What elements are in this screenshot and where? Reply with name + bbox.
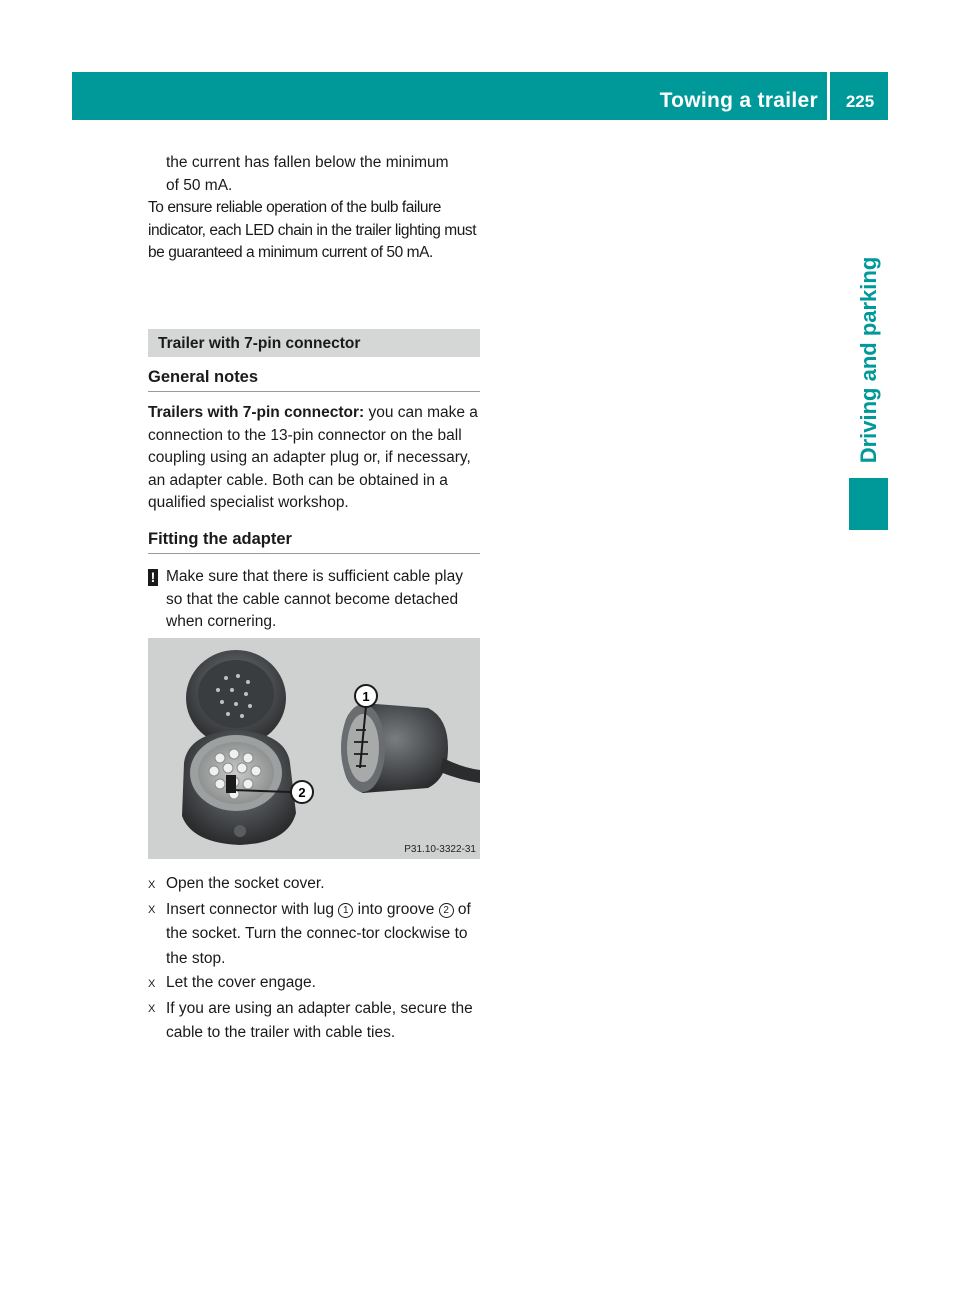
general-notes-paragraph xyxy=(148,402,481,515)
step-1-text: Open the socket cover. xyxy=(166,875,325,892)
callout-ref-1: 1 xyxy=(338,903,353,918)
step-4-text: If you are using an adapter cable, secure the cable to the trailer with cable ties. xyxy=(166,999,473,1041)
step-2-text-b: into groove xyxy=(353,900,439,918)
general-notes-text: you can make a connection to the 13-pin connector on the ball coupling using an adapter plug or, if necessary, an adapter cable. Both can be obtained in a qualified specialist workshop. xyxy=(148,404,478,511)
general-notes-lead: Trailers with 7-pin connector: xyxy=(148,404,365,421)
side-tab-marker xyxy=(849,478,888,530)
side-tab-label: Driving and parking xyxy=(856,256,881,464)
callout-ref-2: 2 xyxy=(439,903,454,918)
step-3-text: Let the cover engage. xyxy=(166,974,316,991)
intro-paragraph: To ensure reliable operation of the bulb failure indicator, each LED chain in the trailer lighting must be guaranteed a minimum current of 50 mA. xyxy=(148,199,477,261)
step-1 xyxy=(148,872,481,898)
step-arrow-icon: X xyxy=(148,879,156,891)
step-2-text-a: Insert connector with lug xyxy=(166,900,339,918)
step-3 xyxy=(148,971,481,997)
figure-code: P31.10-3322-31 xyxy=(404,844,476,855)
page-number: 225 xyxy=(845,92,875,111)
section-title: Trailer with 7-pin connector xyxy=(148,329,480,357)
step-arrow-icon: X xyxy=(148,978,156,990)
warning-block xyxy=(148,566,481,634)
step-arrow-icon: X xyxy=(148,1002,156,1015)
fitting-heading: Fitting the adapter xyxy=(148,530,480,554)
warning-paragraph xyxy=(148,566,481,634)
intro-block xyxy=(148,152,481,265)
warning-icon: ! xyxy=(148,569,158,586)
header-bar xyxy=(72,72,888,120)
general-notes-heading: General notes xyxy=(148,368,480,392)
warning-text: Make sure that there is sufficient cable play so that the cable cannot become detached when cornering. xyxy=(166,568,463,630)
step-2 xyxy=(148,898,481,972)
step-arrow-icon: X xyxy=(148,903,156,916)
callout-1-label: 1 xyxy=(362,689,370,704)
intro-line-2: of 50 mA. xyxy=(166,176,233,194)
general-notes-body xyxy=(148,402,481,515)
connector-figure xyxy=(148,638,480,859)
connector-illustration xyxy=(148,638,480,859)
intro-line-1: the current has fallen below the minimum xyxy=(166,154,449,171)
step-2-text-c: of the socket. Turn the connec-tor clockwise to the stop. xyxy=(166,900,471,967)
callout-2-label: 2 xyxy=(298,785,306,800)
header-title: Towing a trailer xyxy=(659,89,818,112)
step-4 xyxy=(148,997,481,1046)
header-divider xyxy=(827,72,830,120)
steps-list xyxy=(148,872,481,1046)
